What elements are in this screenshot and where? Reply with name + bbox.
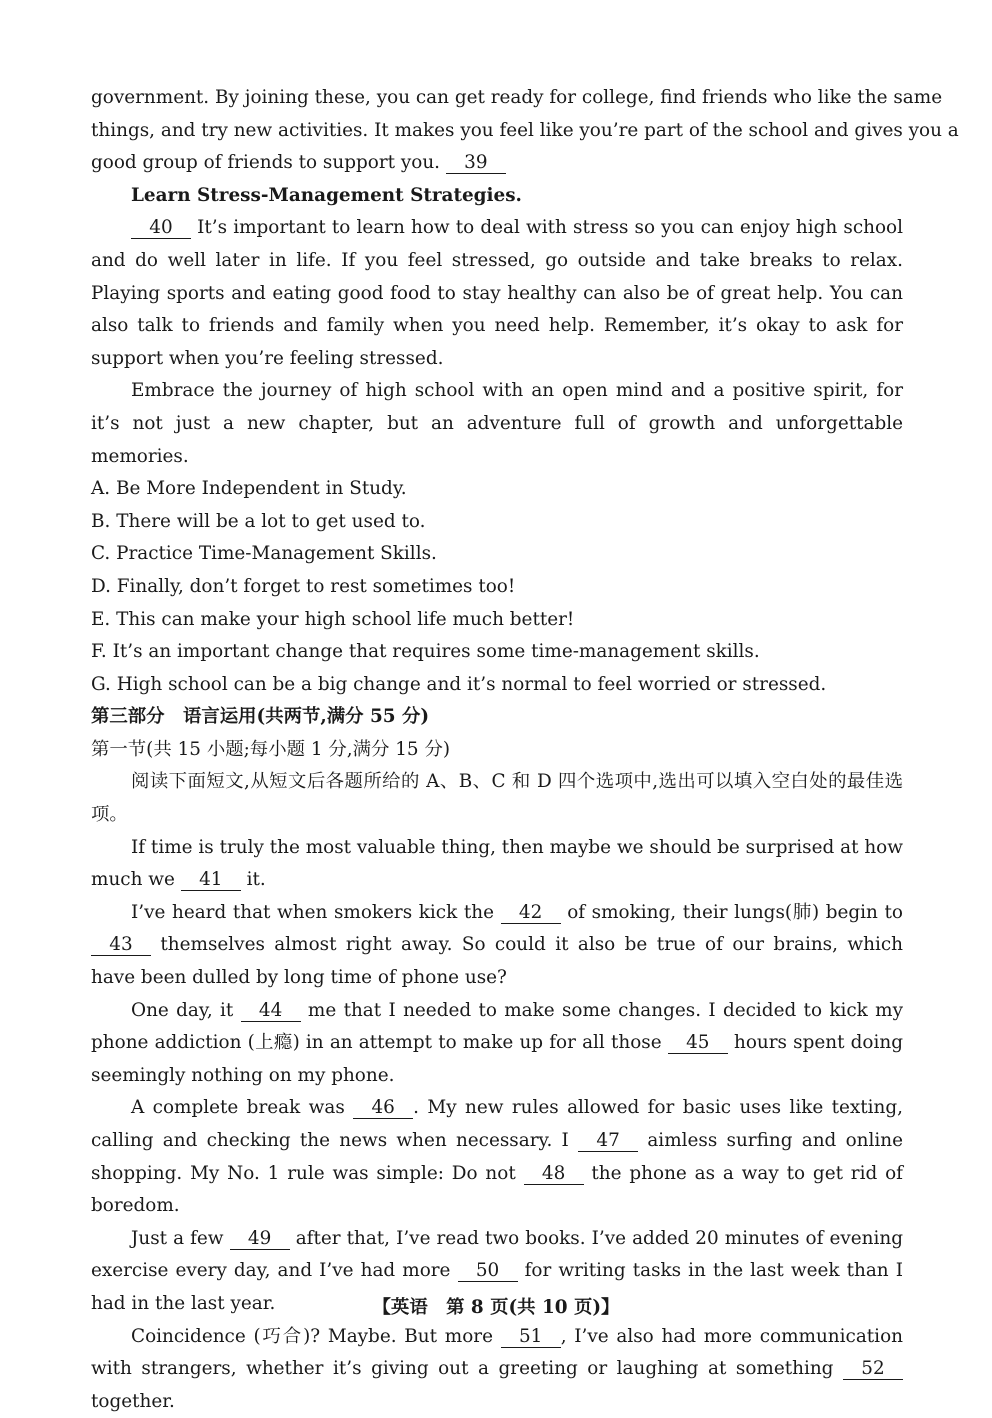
answer-blank-49: 49: [230, 1229, 290, 1250]
part-three-heading: 第三部分 语言运用(共两节,满分 55 分): [91, 706, 430, 728]
cloze-text: aimless surfing and online shopping. My No. 1 rule was simple: Do not: [91, 1130, 903, 1184]
cloze-paragraph-2: [91, 897, 903, 995]
answer-blank-48: 48: [524, 1164, 584, 1185]
answer-blank-52: 52: [843, 1359, 903, 1380]
stress-paragraph: [91, 212, 903, 375]
answer-blank-42: 42: [501, 903, 561, 924]
page-footer: 【英语 第 8 页(共 10 页)】: [372, 1297, 620, 1318]
passage-text: good group of friends to support you.: [91, 152, 441, 174]
closing-paragraph: Embrace the journey of high school with an open mind and a positive spirit, for it’s not just a new chapter, but an adventure full of growth and unforgettable memories.: [91, 380, 903, 467]
cloze-text: Just a few: [131, 1227, 224, 1249]
instructions: 阅读下面短文,从短文后各题所给的 A、B、C 和 D 四个选项中,选出可以填入空白处的最佳选项。: [91, 771, 903, 826]
answer-blank-44: 44: [241, 1001, 301, 1022]
cloze-text: themselves almost right away. So could it also be true of our brains, which have been dulled by long time of phone use?: [91, 934, 903, 989]
answer-blank-43: 43: [91, 935, 151, 956]
cloze-text: I’ve heard that when smokers kick the: [131, 901, 494, 923]
cloze-paragraph-1: [91, 832, 903, 897]
passage-line: [91, 147, 903, 180]
cloze-text: the phone as a way to get rid of boredom.: [91, 1162, 903, 1217]
option-e: E. This can make your high school life much better!: [91, 608, 575, 630]
paragraph-text: It’s important to learn how to deal with stress so you can enjoy high school and do well later in life. If you feel stressed, go outside and take breaks to relax. Playing sports and eating good food to stay healthy can also be of great help. You can also talk to friends and family when you need help. Remember, it’s okay to ask for support when you’re feeling stressed.: [91, 217, 903, 369]
options-list: [91, 473, 903, 701]
answer-blank-41: 41: [181, 870, 241, 891]
option-b: B. There will be a lot to get used to.: [91, 510, 426, 532]
answer-blank-40: 40: [131, 218, 191, 239]
answer-blank-50: 50: [458, 1261, 518, 1282]
answer-blank-47: 47: [578, 1131, 638, 1152]
cloze-paragraph-3: [91, 995, 903, 1093]
passage-line: government. By joining these, you can get ready for college, find friends who like the same: [91, 87, 943, 108]
cloze-text: together.: [91, 1390, 175, 1412]
passage-line: things, and try new activities. It makes you feel like you’re part of the school and gives you a: [91, 119, 959, 141]
answer-blank-51: 51: [501, 1327, 561, 1348]
cloze-text: hours spent doing seemingly nothing on my phone.: [91, 1032, 903, 1086]
cloze-text: . My new rules allowed for basic uses like texting, calling and checking the news when necessary. I: [91, 1097, 903, 1151]
option-d: D. Finally, don’t forget to rest sometimes too!: [91, 575, 516, 597]
cloze-paragraph-4: [91, 1092, 903, 1222]
section-one-heading: 第一节(共 15 小题;每小题 1 分,满分 15 分): [91, 738, 451, 760]
option-c: C. Practice Time-Management Skills.: [91, 543, 437, 565]
answer-blank-46: 46: [353, 1098, 413, 1119]
answer-blank-45: 45: [668, 1033, 728, 1054]
cloze-text: it.: [246, 869, 266, 891]
cloze-text: of smoking, their lungs(肺) begin to: [567, 901, 903, 923]
option-g: G. High school can be a big change and it’s normal to feel worried or stressed.: [91, 673, 827, 695]
cloze-text: A complete break was: [131, 1097, 345, 1119]
option-f: F. It’s an important change that requires some time-management skills.: [91, 641, 760, 663]
section-heading-stress: Learn Stress-Management Strategies.: [131, 184, 522, 206]
cloze-text: after that, I’ve read two books. I’ve added 20 minutes of evening exercise every day, and I’ve had more: [91, 1227, 903, 1282]
cloze-text: me that I needed to make some changes. I decided to kick my phone addiction (上瘾) in an attempt to make up for all those: [91, 999, 903, 1054]
cloze-paragraph-6: [91, 1321, 903, 1418]
cloze-text: for writing tasks in the last week than I had in the last year.: [91, 1260, 903, 1314]
cloze-text: , I’ve also had more communication with strangers, whether it’s giving out a greeting or laughing at something: [91, 1325, 903, 1380]
cloze-text: Coincidence (巧合)? Maybe. But more: [131, 1325, 493, 1347]
answer-blank-39: 39: [446, 153, 506, 174]
cloze-text: One day, it: [131, 999, 234, 1021]
cloze-text: If time is truly the most valuable thing, then maybe we should be surprised at how much we: [91, 836, 903, 891]
option-a: A. Be More Independent in Study.: [91, 478, 407, 500]
